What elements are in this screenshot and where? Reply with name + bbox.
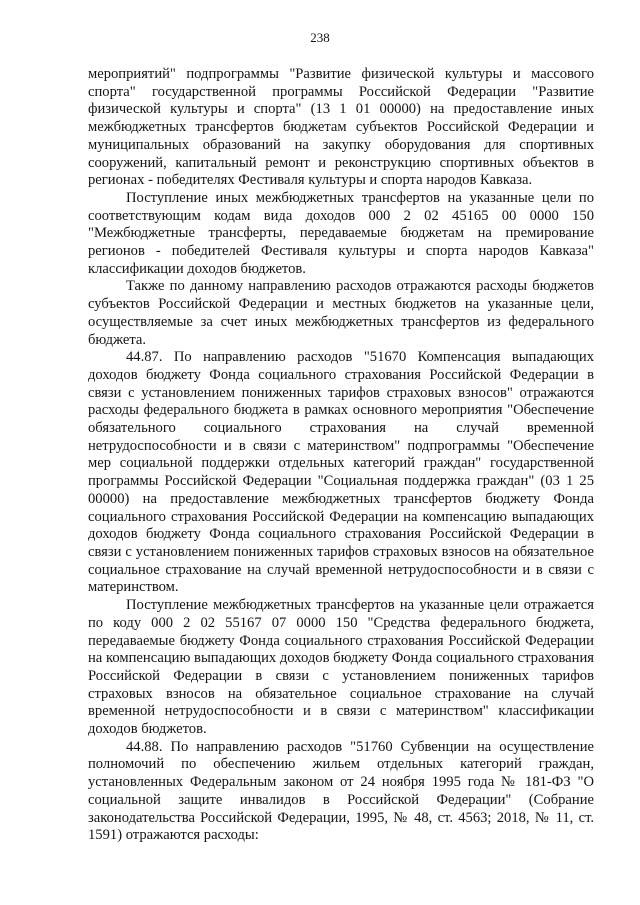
paragraph-income-receipt: Поступление иных межбюджетных трансфертов на указанные цели по соответствующим кодам вида доходов 000 2 02 45165 00 0000 150 "Межбюджетные трансферты, передаваемые бюджетам на премирование регионов - победителей Фестиваля культуры и спорта народов Кавказа" классификации доходов бюджетов. — [88, 189, 594, 277]
paragraph-continuation: мероприятий" подпрограммы "Развитие физической культуры и массового спорта" государственной программы Российской Федерации "Развитие физической культуры и спорта" (13 1 01 00000) на предоставление иных межбюджетных трансфертов бюджетам субъектов Российской Федерации и муниципальных образований на закупку оборудования для спортивных сооружений, капитальный ремонт и реконструкцию спортивных объектов в регионах - победителях Фестиваля культуры и спорта народов Кавказа. — [88, 66, 594, 189]
paragraph-regional-expenses: Также по данному направлению расходов отражаются расходы бюджетов субъектов Российской Федерации и местных бюджетов на указанные цели, осуществляемые за счет иных межбюджетных трансфертов из федерального бюджета. — [88, 278, 594, 348]
page-number: 238 — [310, 30, 330, 45]
body-text — [88, 66, 594, 845]
paragraph-section-44-87: 44.87. По направлению расходов "51670 Компенсация выпадающих доходов бюджету Фонда социального страхования Российской Федерации в связи с установлением пониженных тарифов страховых взносов" отражаются расходы федерального бюджета в рамках основного мероприятия "Обеспечение обязательного социального страхования на случай временной нетрудоспособности и в связи с материнством" подпрограммы "Обеспечение мер социальной поддержки отдельных категорий граждан" государственной программы Российской Федерации "Социальная поддержка граждан" (03 1 25 00000) на предоставление межбюджетных трансфертов бюджету Фонда социального страхования Российской Федерации на компенсацию выпадающих доходов бюджету Фонда социального страхования Российской Федерации в связи с установлением пониженных тарифов страховых взносов на обязательное социальное страхование на случай временной нетрудоспособности и в связи с материнством. — [88, 349, 594, 596]
paragraph-transfer-receipt: Поступление межбюджетных трансфертов на указанные цели отражается по коду 000 2 02 55167 07 0000 150 "Средства федерального бюджета, передаваемые бюджету Фонда социального страхования Российской Федерации на компенсацию выпадающих доходов бюджету Фонда социального страхования Российской Федерации в связи с установлением пониженных тарифов страховых взносов на обязательное социальное страхование на случай временной нетрудоспособности и в связи с материнством" классификации доходов бюджетов. — [88, 597, 594, 738]
paragraph-section-44-88: 44.88. По направлению расходов "51760 Субвенции на осуществление полномочий по обеспечению жильем отдельных категорий граждан, установленных Федеральным законом от 24 ноября 1995 года № 181-ФЗ "О социальной защите инвалидов в Российской Федерации" (Собрание законодательства Российской Федерации, 1995, № 48, ст. 4563; 2018, № 11, ст. 1591) отражаются расходы: — [88, 738, 594, 844]
